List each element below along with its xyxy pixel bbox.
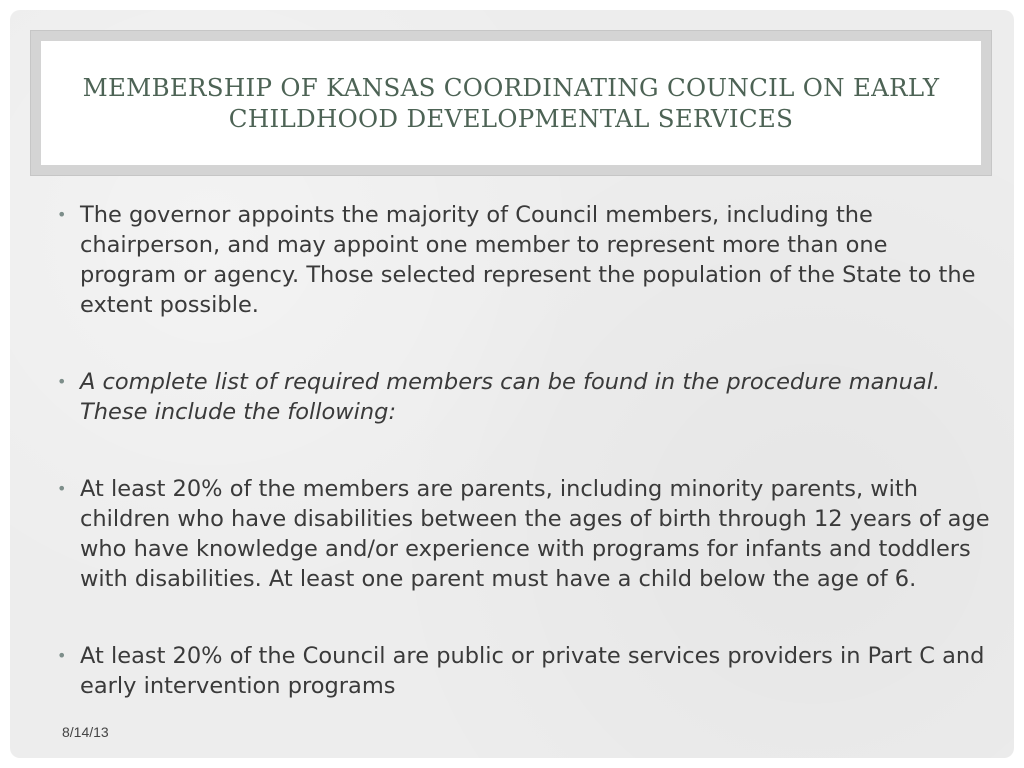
bullet-list [55,200,990,748]
bullet-text: The governor appoints the majority of Council members, including the chairperson, and may appoint one member to represent more than one program or agency. Those selected represent the population of the State to the extent possible. [80,202,976,318]
bullet-icon: • [57,205,67,224]
bullet-icon: • [57,646,67,665]
bullet-text: At least 20% of the Council are public or private services providers in Part C and early intervention programs [80,643,985,699]
bullet-text: A complete list of required members can be found in the procedure manual. These include the following: [80,369,941,425]
bullet-item [55,641,990,701]
slide-title: MEMBERSHIP OF KANSAS COORDINATING COUNCIL ON EARLY CHILDHOOD DEVELOPMENTAL SERVICES [82,73,940,133]
bullet-item [55,200,990,320]
footer-date: 8/14/13 [62,724,109,740]
title-box [41,41,981,165]
slide [10,10,1014,758]
bullet-text: At least 20% of the members are parents, including minority parents, with children who have disabilities between the ages of birth through 12 years of age who have knowledge and/or experience with programs for infants and toddlers with disabilities. At least one parent must have a child below the age of 6. [80,476,990,592]
bullet-icon: • [57,479,67,498]
bullet-item [55,474,990,594]
bullet-item [55,367,990,427]
bullet-icon: • [57,372,67,391]
title-frame [30,30,992,176]
